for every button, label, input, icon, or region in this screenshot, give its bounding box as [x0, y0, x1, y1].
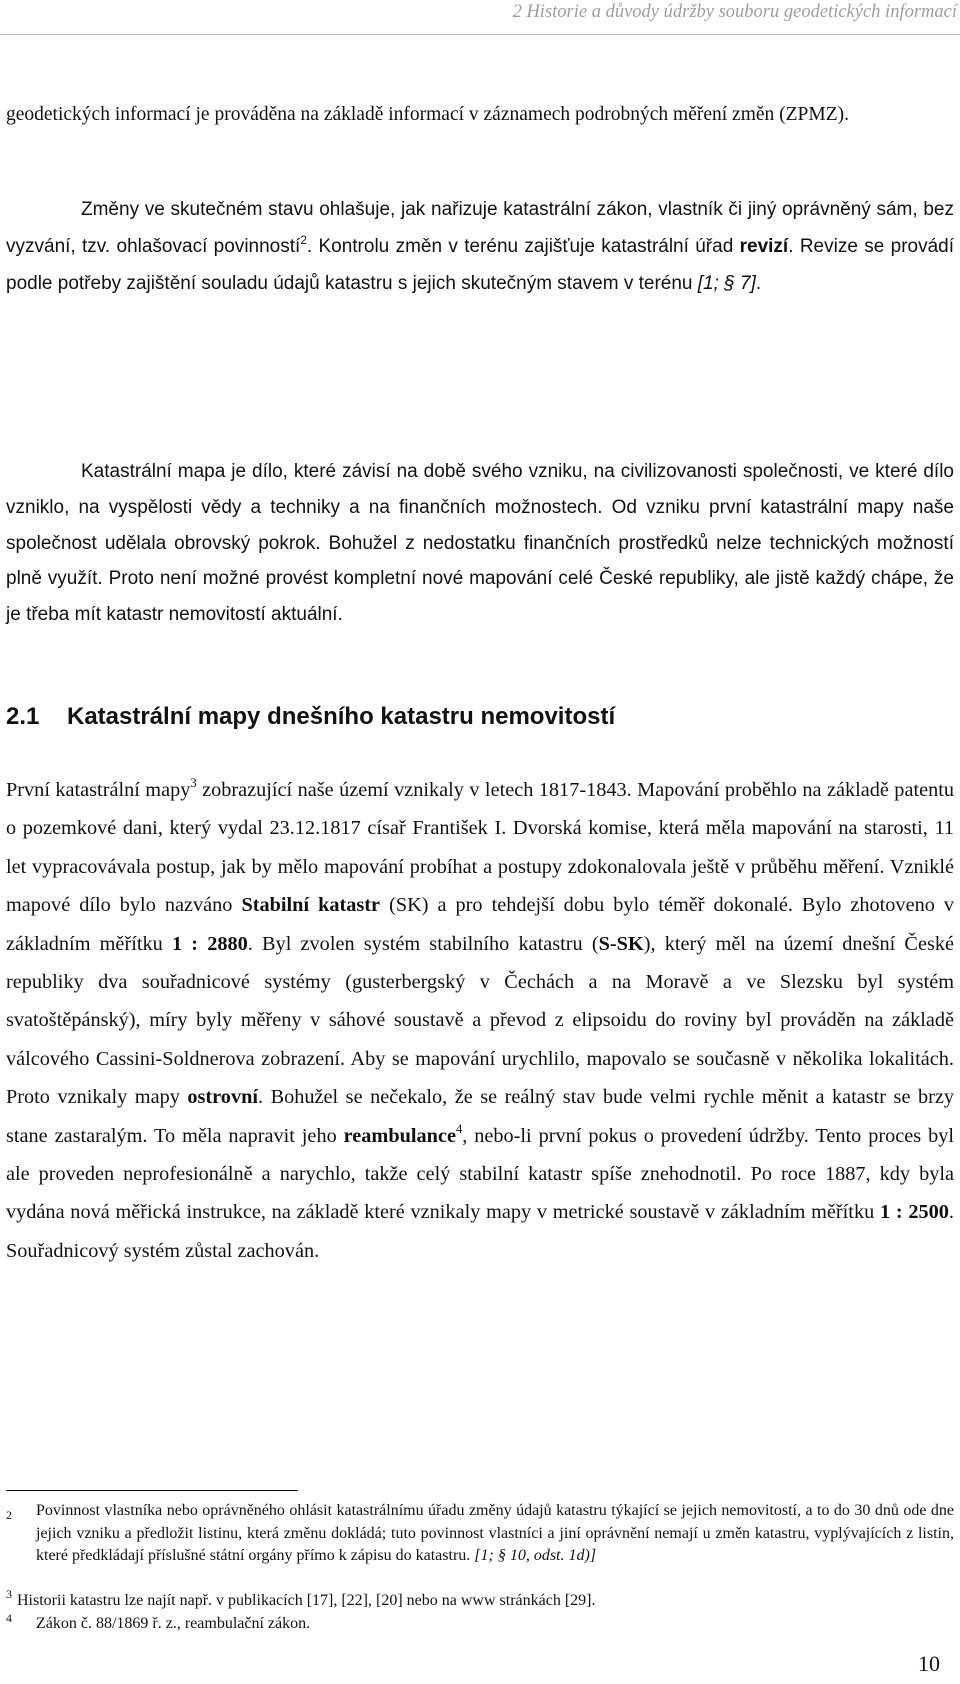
- section-title: Katastrální mapy dnešního katastru nemovitostí: [67, 703, 616, 730]
- footnote-ref-4[interactable]: 4: [455, 1121, 463, 1136]
- bold-term-ssk: S-SK: [598, 932, 644, 955]
- page-number: 10: [918, 1651, 940, 1676]
- bold-term-ostrovni: ostrovní: [187, 1086, 258, 1109]
- footnote-mark: 3: [6, 1587, 12, 1601]
- section-number: 2.1: [6, 703, 40, 730]
- bold-scale-2880: 1 : 2880: [171, 932, 248, 955]
- footnote-ref-2[interactable]: 2: [300, 233, 307, 247]
- paragraph-cadastral-map-text: Katastrální mapa je dílo, které závisí na době svého vzniku, na civilizovanosti společnosti, ve které dílo vzniklo, na vyspělosti vědy a techniky a na finančních možnostech. Od vzniku první katastrální mapy naše společnost udělala obrovský pokrok. Bohužel z nedostatku finančních prostředků nelze technických možností plně využít. Proto není možné provést kompletní nové mapování celé České republiky, ale jistě každý chápe, že je třeba mít katastr nemovitostí aktuální.: [6, 461, 954, 626]
- footnote-mark: 4: [6, 1611, 12, 1625]
- text-run: . Revize se provádí podle potřeby zajištění souladu údajů katastru s jejich skutečným stavem v terénu: [6, 236, 955, 294]
- bold-term-revize: revizí: [739, 236, 789, 257]
- text-run: . Kontrolu změn v terénu zajišťuje katastrální úřad: [306, 236, 740, 257]
- text-run: . Bohužel se nečekalo, že se reálný stav bude velmi rychle měnit a katastr se brzy stane zastaralým. To měla napravit jeho: [6, 1086, 954, 1147]
- paragraph-cadastral-map: [6, 454, 954, 633]
- text-run: . Byl zvolen systém stabilního katastru (: [247, 932, 599, 955]
- footnote-ref-3[interactable]: 3: [190, 776, 197, 791]
- footnote-text: Zákon č. 88/1869 ř. z., reambulační zákon.: [36, 1615, 311, 1632]
- text-run: První katastrální mapy: [6, 779, 191, 801]
- footnote-text: [36, 1500, 954, 1568]
- paragraph-zpmz: [6, 96, 954, 133]
- paragraph-reporting-duty: [6, 191, 954, 302]
- bold-scale-2500: 1 : 2500: [879, 1201, 949, 1224]
- footnote-citation: [1; § 10, odst. 1d)]: [474, 1547, 597, 1564]
- text-run: ), který měl na území dnešní České republiky dva souřadnicové systémy (gusterbergský v Čechách a na Moravě a ve Slezsku byl systém svatoštěpánský), míry byly měřeny v sáhové soustavě a převod z elipsoidu do roviny byl prováděn na základě válcového Cassini-Soldnerova zobrazení. Aby se mapování urychlilo, mapovalo se současně v několika lokalitách. Proto vznikaly mapy: [6, 932, 954, 1109]
- paragraph-stable-cadastre: [6, 771, 954, 1270]
- footnote-3: [6, 1587, 954, 1613]
- footnote-4: [6, 1613, 954, 1636]
- footnote-text: Historii katastru lze najít např. v publikacích [17], [22], [20] nebo na www stránkách [29].: [17, 1592, 596, 1609]
- text-run: (SK) a pro tehdejší dobu bylo téměř dokonalé. Bylo zhotoveno v základním měřítku: [6, 894, 955, 955]
- footnote-text-run: Povinnost vlastníka nebo oprávněného ohlásit katastrálnímu úřadu změny údajů katastru týkající se jejich nemovitostí, a to do 30 dnů ode dne jejich vzniku a předložit listinu, která změnu dokládá; tuto povinnost vlastníci a jiní oprávnění nemají u změn katastru, vyplývajících z listin, které předkládají příslušné státní orgány přímo k zápisu do katastru.: [36, 1502, 954, 1564]
- text-run: . Souřadnicový systém zůstal zachován.: [6, 1201, 954, 1262]
- text-run: Změny ve skutečném stavu ohlašuje, jak nařizuje katastrální zákon, vlastník či jiný oprávněný sám, bez vyzvání, tzv. ohlašovací povinností: [6, 199, 954, 257]
- bold-term-reambulance: reambulance: [343, 1124, 456, 1147]
- footnote-mark: 2: [6, 1508, 12, 1522]
- bold-term-stabilni-katastr: Stabilní katastr: [241, 894, 381, 917]
- footnote-divider: [6, 1490, 298, 1491]
- text-run: , nebo-li první pokus o provedení údržby. Tento proces byl ale proveden neprofesionálně a narychlo, takže celý stabilní katastr spíše znehodnotil. Po roce 1887, kdy byla vydána nová měřická instrukce, na základě které vznikaly mapy v metrické soustavě v základním měřítku: [6, 1124, 955, 1224]
- paragraph-zpmz-text: geodetických informací je prováděna na základě informací v záznamech podrobných měření změn (ZPMZ).: [6, 104, 850, 125]
- text-run: .: [755, 273, 762, 294]
- section-heading: [6, 702, 615, 732]
- footnote-2: [6, 1500, 954, 1568]
- running-header: [0, 0, 960, 35]
- text-run: zobrazující naše území vznikaly v letech 1817-1843. Mapování proběhlo na základě patentu o pozemkové dani, který vydal 23.12.1817 císař František I. Dvorská komise, která měla mapování na starosti, 11 let vypracovávala postup, jak by mělo mapování probíhat a postupy zdokonalovala ještě v průběhu měření. Vzniklé mapové dílo bylo nazváno: [6, 779, 955, 917]
- running-header-title: 2 Historie a důvody údržby souboru geodetických informací: [512, 2, 957, 22]
- citation-ref: [1; § 7]: [697, 273, 756, 294]
